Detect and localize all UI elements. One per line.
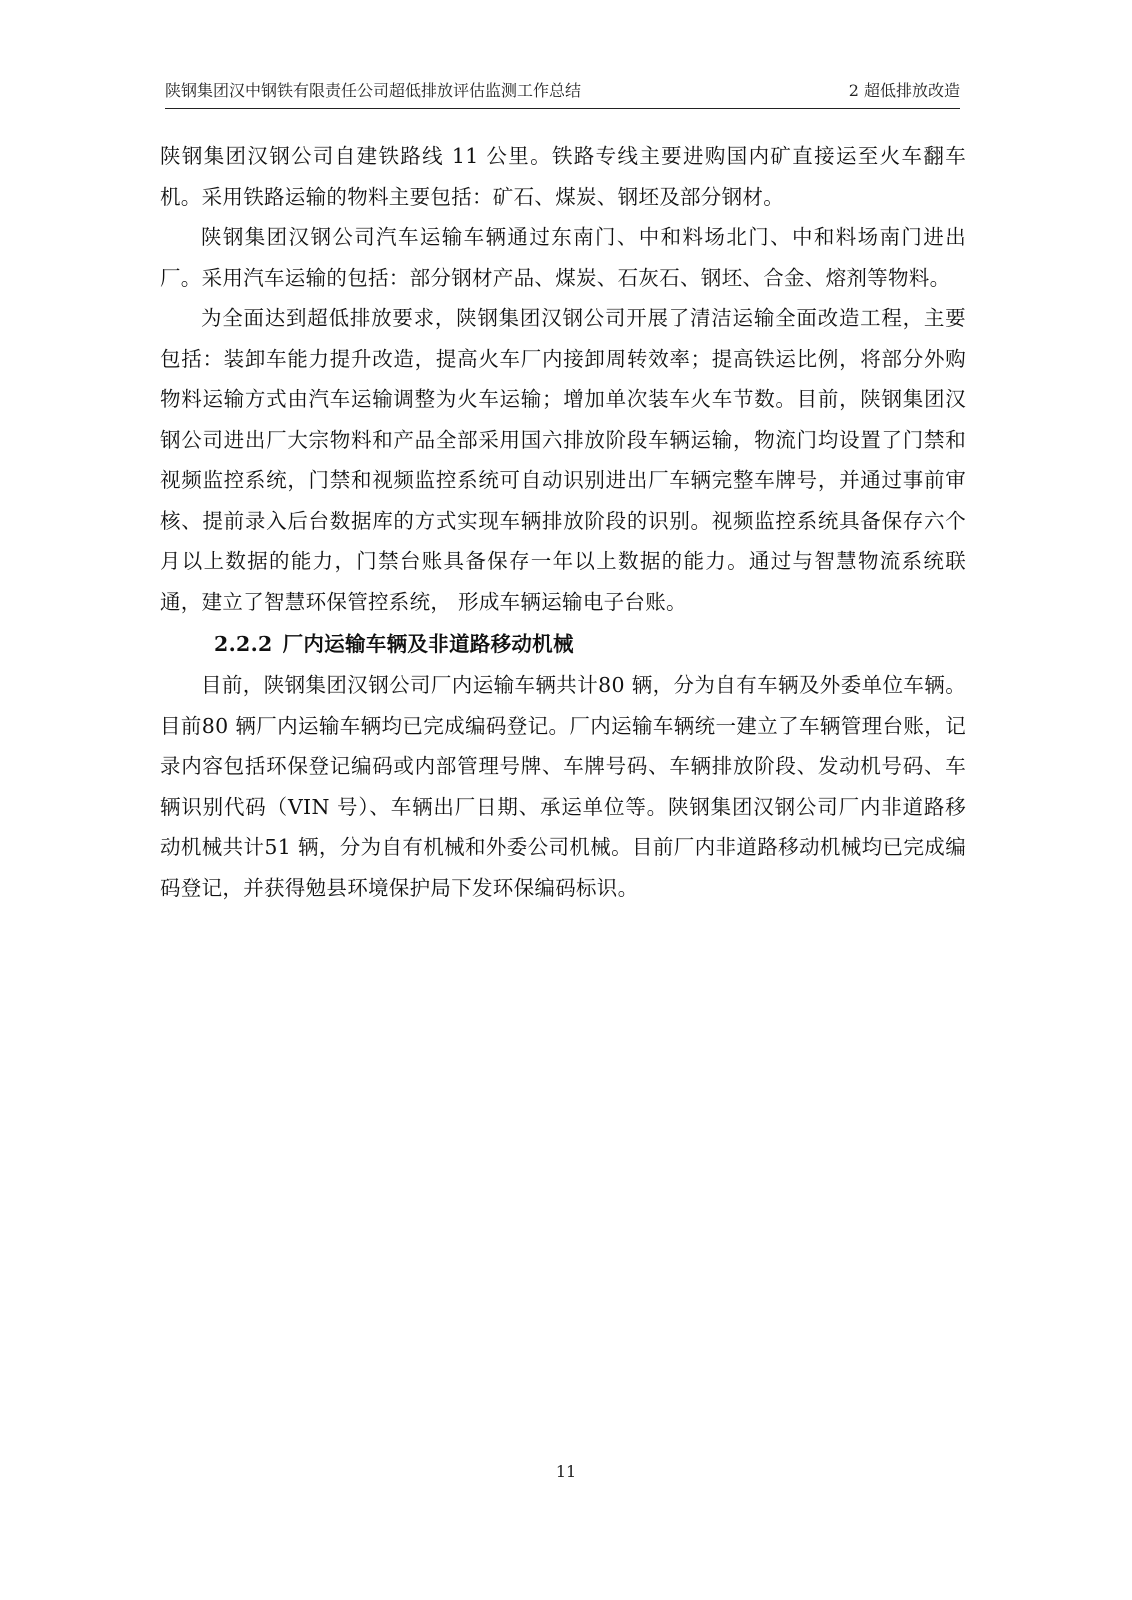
- body-paragraph-2: 陕钢集团汉钢公司汽车运输车辆通过东南门、中和料场北门、中和料场南门进出厂。采用汽车运输的包括：部分钢材产品、煤炭、石灰石、钢坯、合金、熔剂等物料。: [160, 225, 966, 290]
- header-document-title: 陕钢集团汉中钢铁有限责任公司超低排放评估监测工作总结: [165, 81, 582, 100]
- page-header: [165, 78, 960, 109]
- section-paragraph-1: 目前，陕钢集团汉钢公司厂内运输车辆共计80 辆，分为自有车辆及外委单位车辆。目前80 辆厂内运输车辆均已完成编码登记。厂内运输车辆统一建立了车辆管理台账，记录内容包括环保登记编码或内部管理号牌、车牌号码、车辆排放阶段、发动机号码、车辆识别代码（VIN 号）、车辆出厂日期、承运单位等。陕钢集团汉钢公司厂内非道路移动机械共计51 辆，分为自有机械和外委公司机械。目前厂内非道路移动机械均已完成编码登记，并获得勉县环境保护局下发环保编码标识。: [160, 673, 966, 900]
- page-number: 11: [555, 1462, 577, 1481]
- body-paragraph-1: 陕钢集团汉钢公司自建铁路线 11 公里。铁路专线主要进购国内矿直接运至火车翻车机。采用铁路运输的物料主要包括：矿石、煤炭、钢坯及部分钢材。: [160, 144, 966, 209]
- section-heading: [160, 623, 966, 665]
- section-number: 2.2.2: [214, 632, 273, 656]
- document-body: [160, 136, 966, 908]
- header-chapter-title: 2 超低排放改造: [848, 81, 960, 100]
- section-title: 厂内运输车辆及非道路移动机械: [282, 632, 574, 656]
- body-paragraph-3: 为全面达到超低排放要求，陕钢集团汉钢公司开展了清洁运输全面改造工程，主要包括：装卸车能力提升改造，提高火车厂内接卸周转效率；提高铁运比例，将部分外购物料运输方式由汽车运输调整为火车运输；增加单次装车火车节数。目前，陕钢集团汉钢公司进出厂大宗物料和产品全部采用国六排放阶段车辆运输，物流门均设置了门禁和视频监控系统，门禁和视频监控系统可自动识别进出厂车辆完整车牌号，并通过事前审核、提前录入后台数据库的方式实现车辆排放阶段的识别。视频监控系统具备保存六个月以上数据的能力，门禁台账具备保存一年以上数据的能力。通过与智慧物流系统联通，建立了智慧环保管控系统， 形成车辆运输电子台账。: [160, 306, 966, 614]
